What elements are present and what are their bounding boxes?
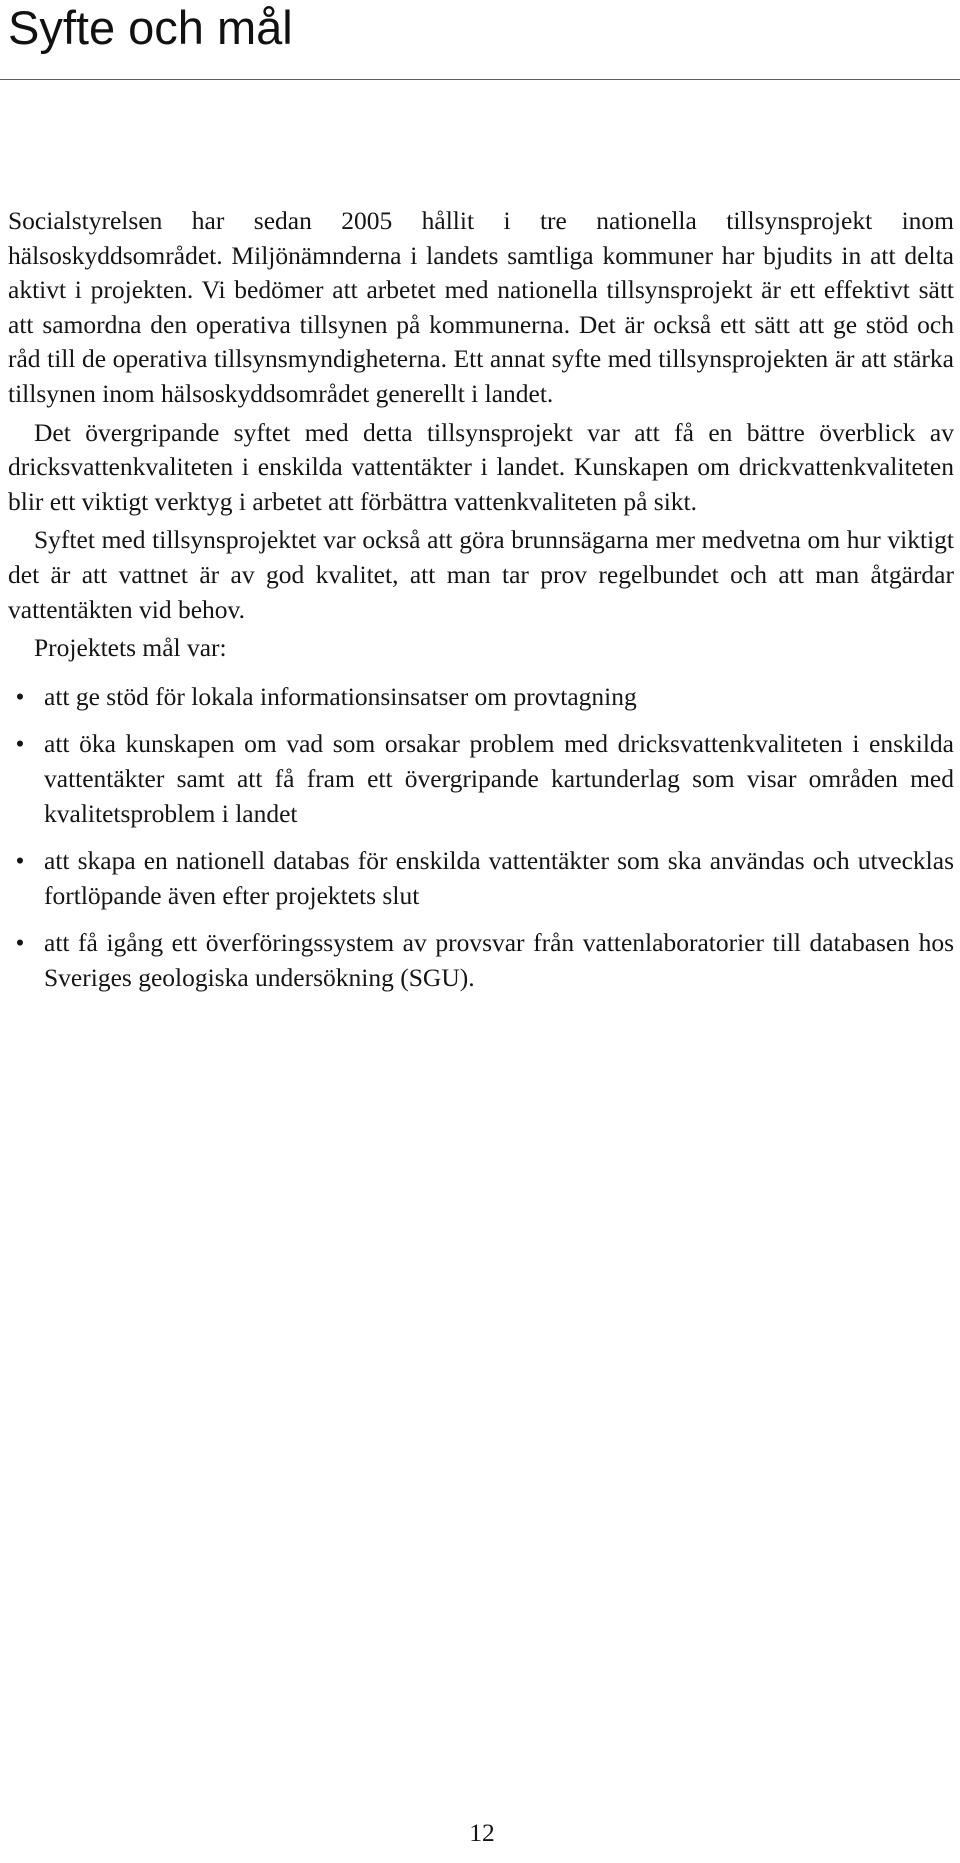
paragraph-awareness: Syftet med tillsynsprojektet var också att göra brunnsägarna mer medvetna om hur viktigt det är att vattnet är av god kvalitet, att man tar prov regelbundet och att man åtgärdar vattentäkten vid behov.	[8, 525, 954, 624]
page-number: 12	[469, 1818, 495, 1847]
list-item-text: att skapa en nationell databas för enskilda vattentäkter som ska användas och utvecklas fortlöpande även efter projektets slut	[44, 846, 954, 910]
list-item-text: att öka kunskapen om vad som orsakar problem med dricksvattenkvaliteten i enskilda vattentäkter samt att få fram ett övergripande kartunderlag som visar områden med kvalitetsproblem i landet	[44, 729, 954, 828]
page-title: Syfte och mål	[8, 1, 293, 54]
bullet-icon: •	[15, 729, 25, 759]
list-item-text: att få igång ett överföringssystem av provsvar från vattenlaboratorier till databasen hos Sveriges geologiska undersökning (SGU).	[44, 928, 954, 992]
bullet-icon: •	[15, 681, 25, 711]
paragraph-goals-intro: Projektets mål var:	[34, 633, 227, 663]
goals-list	[8, 680, 954, 996]
paragraph-purpose: Det övergripande syftet med detta tillsynsprojekt var att få en bättre överblick av dricksvattenkvaliteten i enskilda vattentäkter i landet. Kunskapen om drickvattenkvaliteten blir ett viktigt verktyg i arbetet att förbättra vattenkvaliteten på sikt.	[8, 417, 954, 516]
list-item	[8, 680, 954, 715]
heading-rule	[0, 79, 960, 80]
body-text	[8, 204, 954, 995]
list-item	[8, 844, 954, 913]
bullet-icon: •	[15, 846, 25, 876]
bullet-icon: •	[15, 928, 25, 958]
list-item	[8, 727, 954, 831]
paragraph-intro: Socialstyrelsen har sedan 2005 hållit i tre nationella tillsynsprojekt inom hälsoskyddsområdet. Miljönämnderna i landets samtliga kommuner har bjudits in att delta aktivt i projekten. Vi bedömer att arbetet med nationella tillsynsprojekt är ett effektivt sätt att samordna den operativa tillsynen på kommunerna. Det är också ett sätt att ge stöd och råd till de operativa tillsynsmyndigheterna. Ett annat syfte med tillsynsprojekten är att stärka tillsynen inom hälsoskyddsområdet generellt i landet.	[8, 206, 954, 408]
list-item	[8, 926, 954, 995]
list-item-text: att ge stöd för lokala informationsinsatser om provtagning	[44, 681, 637, 711]
